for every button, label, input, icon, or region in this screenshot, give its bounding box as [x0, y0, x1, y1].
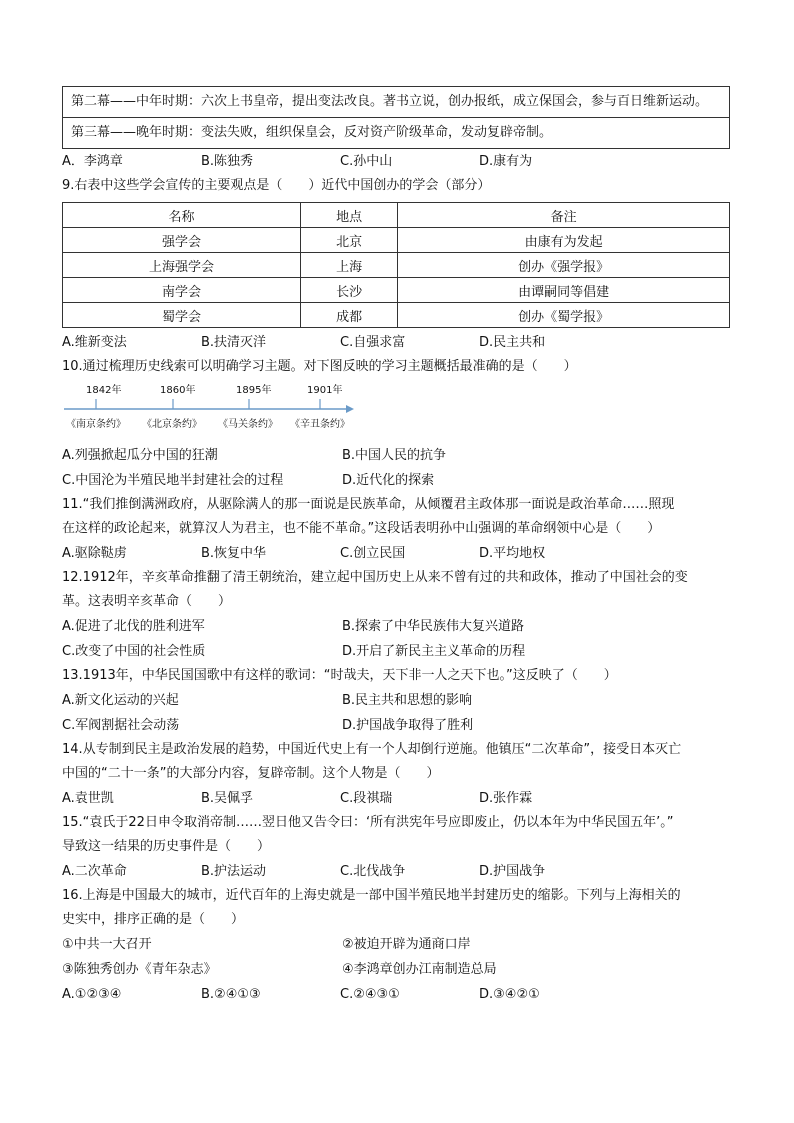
timeline-treaty: 《辛丑条约》: [290, 419, 350, 430]
table-row: [63, 253, 730, 278]
exam-page: [62, 86, 730, 1007]
table-cell: 长沙: [300, 278, 397, 303]
table-row: [63, 228, 730, 253]
timeline-year: 1901年: [307, 385, 343, 396]
table-cell: 北京: [300, 228, 397, 253]
q10-timeline: [62, 381, 730, 439]
q11-option-a[interactable]: A.驱除鞑虏: [62, 546, 127, 561]
q16-item-2: ②被迫开辟为通商口岸: [342, 937, 471, 952]
q12-stem-line1: 12.1912年，辛亥革命推翻了清王朝统治，建立起中国历史上从来不曾有过的共和政体，推动了中国社会的变: [62, 570, 688, 585]
q13-option-c[interactable]: C.军阀割据社会动荡: [62, 718, 180, 733]
q9-option-c[interactable]: C.自强求富: [340, 335, 406, 350]
q14-stem-line1: 14.从专制到民主是政治发展的趋势，中国近代史上有一个人却倒行逆施。他镇压“二次革命”，接受日本灭亡: [62, 742, 682, 757]
q8-option-c[interactable]: C.孙中山: [340, 154, 393, 169]
q15-stem-line1: 15.“袁氏于22日申令取消帝制……翌日他又告令曰：‘所有洪宪年号应即废止，仍以本年为中华民国五年’。”: [62, 815, 674, 830]
q16-item-1: ①中共一大召开: [62, 937, 152, 952]
q10-options-row2: [62, 468, 730, 493]
q16-item-4: ④李鸿章创办江南制造总局: [342, 962, 497, 977]
q10-stem: 10.通过梳理历史线索可以明确学习主题。对下图反映的学习主题概括最准确的是（ ）: [62, 359, 577, 374]
q10-options-row1: [62, 443, 730, 468]
q11-stem-line1: 11.“我们推倒满洲政府，从驱除满人的那一面说是民族革命，从倾覆君主政体那一面说是政治革命……照现: [62, 497, 675, 512]
q8-option-a[interactable]: A．李鸿章: [62, 154, 123, 169]
timeline-treaty: 《南京条约》: [66, 419, 126, 430]
q15-option-a[interactable]: A.二次革命: [62, 864, 127, 879]
q12-option-c[interactable]: C.改变了中国的社会性质: [62, 644, 206, 659]
clue-row-middle-age: 第二幕——中年时期：六次上书皇帝，提出变法改良。著书立说，创办报纸，成立保国会，参与百日维新运动。: [71, 94, 709, 109]
q12-options-row1: [62, 614, 730, 639]
q12-option-b[interactable]: B.探索了中华民族伟大复兴道路: [342, 619, 525, 634]
table-cell: 蜀学会: [63, 303, 301, 328]
q13-options-row1: [62, 688, 730, 713]
table-cell: 创办《蜀学报》: [398, 303, 730, 328]
q9-option-d[interactable]: D.民主共和: [479, 335, 546, 350]
timeline-year: 1860年: [160, 385, 196, 396]
table-cell: 上海强学会: [63, 253, 301, 278]
timeline-treaty: 《马关条约》: [218, 419, 278, 430]
q13-option-d[interactable]: D.护国战争取得了胜利: [342, 718, 474, 733]
q15-stem-line2: 导致这一结果的历史事件是（ ）: [62, 839, 271, 854]
q16-option-a[interactable]: A.①②③④: [62, 987, 122, 1002]
q12-option-d[interactable]: D.开启了新民主主义革命的历程: [342, 644, 526, 659]
q11-stem-line2: 在这样的政论起来，就算汉人为君主，也不能不革命。”这段话表明孙中山强调的革命纲领中心是（ ）: [62, 521, 661, 536]
q8-options: [62, 149, 730, 174]
q14-option-c[interactable]: C.段祺瑞: [340, 791, 393, 806]
q9-stem: 9.右表中这些学会宣传的主要观点是（ ）近代中国创办的学会（部分）: [62, 178, 491, 193]
q9-society-table: [62, 202, 730, 328]
q10-option-a[interactable]: A.列强掀起瓜分中国的狂潮: [62, 448, 218, 463]
q11-options: [62, 541, 730, 566]
q13-option-a[interactable]: A.新文化运动的兴起: [62, 693, 179, 708]
table-header-row: [63, 203, 730, 228]
q8-option-b[interactable]: B.陈独秀: [201, 154, 254, 169]
q10-option-b[interactable]: B.中国人民的抗争: [342, 448, 447, 463]
q9-option-a[interactable]: A.维新变法: [62, 335, 127, 350]
q9-option-b[interactable]: B.扶清灭洋: [201, 335, 267, 350]
timeline-year: 1842年: [86, 385, 122, 396]
q12-stem-line2: 革。这表明辛亥革命（ ）: [62, 594, 232, 609]
table-cell: 成都: [300, 303, 397, 328]
q14-option-a[interactable]: A.袁世凯: [62, 791, 114, 806]
table-header-note: 备注: [398, 203, 730, 228]
q16-stem-line2: 史实中，排序正确的是（ ）: [62, 912, 245, 927]
table-cell: 南学会: [63, 278, 301, 303]
table-header-name: 名称: [63, 203, 301, 228]
q15-options: [62, 859, 730, 884]
q9-options: [62, 330, 730, 355]
q16-option-b[interactable]: B.②④①③: [201, 987, 261, 1002]
q14-options: [62, 786, 730, 811]
q16-option-d[interactable]: D.③④②①: [479, 987, 540, 1002]
table-header-location: 地点: [300, 203, 397, 228]
q10-option-c[interactable]: C.中国沦为半殖民地半封建社会的过程: [62, 473, 284, 488]
q11-option-b[interactable]: B.恢复中华: [201, 546, 267, 561]
table-cell: 由康有为发起: [398, 228, 730, 253]
table-cell: 上海: [300, 253, 397, 278]
q16-option-c[interactable]: C.②④③①: [340, 987, 400, 1002]
table-cell: 由谭嗣同等倡建: [398, 278, 730, 303]
q11-option-d[interactable]: D.平均地权: [479, 546, 546, 561]
table-cell: 强学会: [63, 228, 301, 253]
q10-option-d[interactable]: D.近代化的探索: [342, 473, 435, 488]
q14-option-b[interactable]: B.吴佩孚: [201, 791, 254, 806]
q12-options-row2: [62, 639, 730, 664]
q16-options: [62, 982, 730, 1007]
clue-row-late-age: 第三幕——晚年时期：变法失败，组织保皇会，反对资产阶级革命，发动复辟帝制。: [63, 117, 729, 148]
timeline-treaty: 《北京条约》: [142, 419, 202, 430]
q16-stem-line1: 16.上海是中国最大的城市，近代百年的上海史就是一部中国半殖民地半封建历史的缩影。下列与上海相关的: [62, 888, 681, 903]
q13-options-row2: [62, 713, 730, 738]
q13-stem: 13.1913年，中华民国国歌中有这样的歌词：“时哉夫，天下非一人之天下也。”这反映了（ ）: [62, 668, 617, 683]
q16-items-row1: [62, 932, 730, 957]
clue-box: [62, 86, 730, 149]
table-row: [63, 278, 730, 303]
q14-option-d[interactable]: D.张作霖: [479, 791, 533, 806]
q16-items-row2: [62, 957, 730, 982]
q16-item-3: ③陈独秀创办《青年杂志》: [62, 962, 217, 977]
table-row: [63, 303, 730, 328]
q15-option-c[interactable]: C.北伐战争: [340, 864, 406, 879]
q8-option-d[interactable]: D.康有为: [479, 154, 533, 169]
q15-option-d[interactable]: D.护国战争: [479, 864, 546, 879]
q15-option-b[interactable]: B.护法运动: [201, 864, 267, 879]
q13-option-b[interactable]: B.民主共和思想的影响: [342, 693, 473, 708]
timeline-year: 1895年: [236, 385, 272, 396]
q12-option-a[interactable]: A.促进了北伐的胜利进军: [62, 619, 205, 634]
table-cell: 创办《强学报》: [398, 253, 730, 278]
q11-option-c[interactable]: C.创立民国: [340, 546, 406, 561]
q14-stem-line2: 中国的“二十一条”的大部分内容，复辟帝制。这个人物是（ ）: [62, 766, 440, 781]
